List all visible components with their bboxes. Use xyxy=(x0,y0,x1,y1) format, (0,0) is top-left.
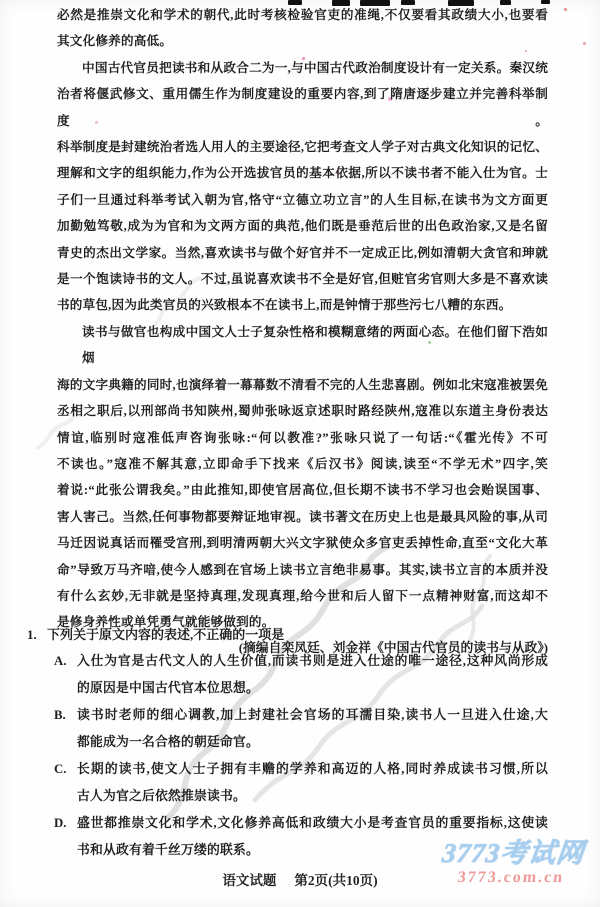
question-stem-text: 下列关于原文内容的表述,不正确的一项是 xyxy=(47,627,285,642)
passage-line: 其文化修养的高低。 xyxy=(57,34,173,49)
site-watermark-url: 3773.com.cn xyxy=(456,869,566,886)
reading-passage xyxy=(57,2,548,661)
passage-line: 海的文字典籍的同时,也演绎着一幕幕数不清看不完的人生悲喜剧。例如北宋寇准被罢免 xyxy=(57,377,548,392)
option-d xyxy=(54,810,548,864)
option-c-text-cont: 古人为官之后依然推崇读书。 xyxy=(77,789,246,803)
option-c-text: 长期的读书,使文人士子拥有丰赡的学养和高迈的人格,同时养成读书习惯,所以 xyxy=(77,762,548,776)
option-d-label: D. xyxy=(54,816,67,830)
option-b xyxy=(54,702,548,756)
passage-line: 书的草包,因为此类官员的兴致根本不在读书上,而是钟情于那些污七八糟的东西。 xyxy=(57,298,512,313)
question-stem xyxy=(27,621,548,648)
option-d-text-cont: 书和从政有着千丝万缕的联系。 xyxy=(77,843,259,857)
option-a xyxy=(54,648,548,702)
passage-line: 不读也。”寇准不解其意,立即命手下找来《后汉书》阅读,读至“不学无术”四字,笑 xyxy=(57,456,548,471)
passage-line: 理解和文字的组织能力,作为公开选拔官员的基本依据,所以不读书者不能入仕为官。士 xyxy=(57,166,548,181)
passage-line: 马迁因说真话而罹受宫刑,到明清两朝大兴文字狱使众多官吏丢掉性命,直至“文化大革 xyxy=(57,536,548,551)
option-b-text-cont: 都能成为一名合格的朝廷命官。 xyxy=(77,735,259,749)
passage-line: 必然是推崇文化和学术的朝代,此时考核检验官吏的准绳,不仅要看其政绩大小,也要看 xyxy=(57,8,548,22)
option-c-label: C. xyxy=(54,762,67,776)
site-watermark-name: 3773考试网 xyxy=(440,838,587,868)
options-list xyxy=(27,648,548,864)
passage-line: 治者将偃武修文、重用儒生作为制度建设的重要内容,到了隋唐逐步建立并完善科举制度。 xyxy=(57,87,548,128)
passage-line: 科举制度是封建统治者选人用人的主要途径,它把考查文人学子对古典文化知识的记忆、 xyxy=(57,140,548,155)
option-b-label: B. xyxy=(54,708,66,722)
passage-line: 着说:“此张公谓我矣。”由此推知,即使官居高位,但长期不读书不学习也会贻误国事、 xyxy=(57,483,548,498)
question-number: 1. xyxy=(27,627,37,642)
passage-line: 青史的杰出文学家。当然,喜欢读书与做个好官并不一定成正比,例如清朝大贪官和珅就 xyxy=(57,245,548,260)
page-footer xyxy=(0,869,600,889)
passage-source-citation: (摘编自栾凤廷、刘金祥《中国古代官员的读书与从政》) xyxy=(238,640,548,655)
passage-line: 加勤勉笃敬,成为为官和为文两方面的典范,他们既是垂范后世的出色政治家,又是名留 xyxy=(57,219,548,234)
passage-line: 读书与做官也构成中国文人士子复杂性格和模糊意绪的两面心态。在他们留下浩如烟 xyxy=(82,324,548,366)
question-1 xyxy=(27,621,548,864)
passage-line: 子们一旦通过科举考试入朝为官,恪守“立德立功立言”的人生目标,在读书为文方面更 xyxy=(57,192,548,207)
paper-title: 语文试题 xyxy=(222,873,277,888)
option-c xyxy=(54,756,548,810)
passage-line: 是一个饱读诗书的文人。不过,虽说喜欢读书不全是好官,但赃官劣官则大多是不喜欢读 xyxy=(57,272,548,287)
option-d-text: 盛世都推崇文化和学术,文化修养高低和政绩大小是考查官员的重要指标,这使读 xyxy=(77,816,548,830)
passage-line: 有什么玄妙,无非就是坚持真理,发现真理,给今世和后人留下一点精神财富,而这却不 xyxy=(57,588,548,603)
passage-line: 情谊,临别时寇准低声咨询张咏:“何以教准?”张咏只说了一句话:“《霍光传》不可 xyxy=(57,430,548,445)
passage-line: 是修身养性或单凭勇气就能够做到的。 xyxy=(57,615,275,630)
passage-line: 命”导致万马齐喑,使今人感到在官场上读书立言绝非易事。其实,读书立言的本质并没 xyxy=(57,562,548,577)
option-b-text: 读书时老师的细心调教,加上封建社会官场的耳濡目染,读书人一旦进入仕途,大 xyxy=(77,708,548,722)
page-number: 第2页(共10页) xyxy=(294,873,378,888)
option-a-text-cont: 的原因是中国古代官本位思想。 xyxy=(77,681,259,695)
passage-line: 中国古代官员把读书和从政合二为一,与中国古代政治制度设计有一定关系。秦汉统 xyxy=(82,60,548,75)
option-a-text: 入仕为官是古代文人的人生价值,而读书则是进入仕途的唯一途径,这种风尚形成 xyxy=(77,654,548,668)
option-a-label: A. xyxy=(54,654,67,668)
passage-line: 丞相之职后,以刑部尚书知陕州,蜀帅张咏返京述职时路经陕州,寇准以东道主身份表达 xyxy=(57,404,548,419)
passage-line: 害人害己。当然,任何事物都要辩证地审视。读书著文在历史上也是最具风险的事,从司 xyxy=(57,509,548,524)
